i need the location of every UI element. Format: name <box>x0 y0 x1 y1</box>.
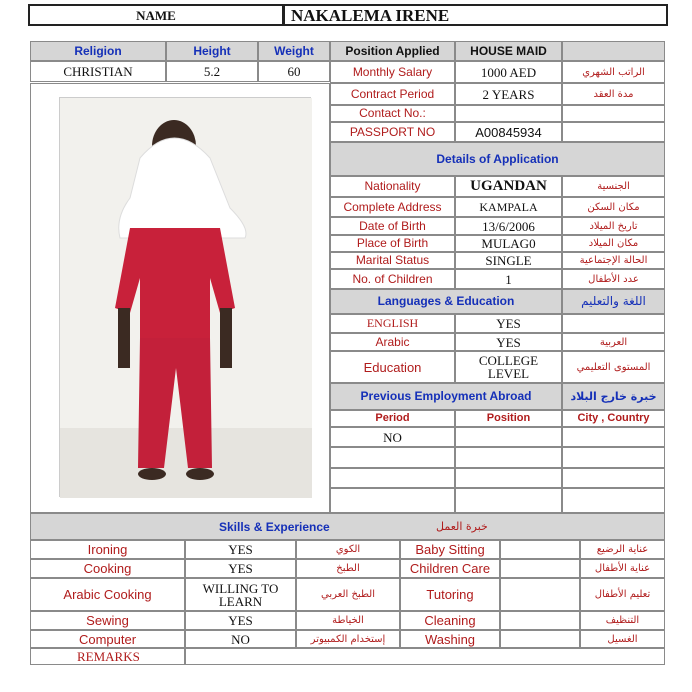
salary-value: 1000 AED <box>455 61 562 83</box>
employment-cell <box>562 468 665 488</box>
skill-sewing-label: Sewing <box>30 611 185 630</box>
skill-ironing-label: Ironing <box>30 540 185 559</box>
weight-value: 60 <box>258 61 330 82</box>
marital-ar: الحالة الإجتماعية <box>562 252 665 269</box>
skill-cooking-ar: الطبخ <box>296 559 400 578</box>
contact-label: Contact No.: <box>330 105 455 122</box>
weight-header: Weight <box>258 41 330 61</box>
skill-babysitting-ar: عناية الرضيع <box>580 540 665 559</box>
skill-arabiccooking-ar: الطبخ العربي <box>296 578 400 611</box>
address-label: Complete Address <box>330 197 455 217</box>
pob-value: MULAG0 <box>455 235 562 252</box>
position-label: Position Applied <box>330 41 455 61</box>
education-label: Education <box>330 351 455 383</box>
position-ar-blank <box>562 41 665 61</box>
education-ar: المستوى التعليمي <box>562 351 665 383</box>
pob-label: Place of Birth <box>330 235 455 252</box>
religion-header: Religion <box>30 41 166 61</box>
skill-cooking-label: Cooking <box>30 559 185 578</box>
children-ar: عدد الأطفال <box>562 269 665 289</box>
skill-computer-value: NO <box>185 630 296 648</box>
salary-label: Monthly Salary <box>330 61 455 83</box>
skill-ironing-value: YES <box>185 540 296 559</box>
languages-title: Languages & Education <box>330 289 562 314</box>
skill-ironing-ar: الكوي <box>296 540 400 559</box>
marital-label: Marital Status <box>330 252 455 269</box>
skill-tutoring-value <box>500 578 580 611</box>
skill-computer-label: Computer <box>30 630 185 648</box>
skill-babysitting-value <box>500 540 580 559</box>
skill-cleaning-ar: التنظيف <box>580 611 665 630</box>
dob-ar: تاريخ الميلاد <box>562 217 665 235</box>
arabic-value: YES <box>455 333 562 351</box>
employment-cell <box>330 488 455 513</box>
nationality-ar: الجنسية <box>562 176 665 197</box>
skill-babysitting-label: Baby Sitting <box>400 540 500 559</box>
employment-period-header: Period <box>330 410 455 427</box>
english-value: YES <box>455 314 562 333</box>
nationality-value: UGANDAN <box>455 176 562 197</box>
skill-arabiccooking-label: Arabic Cooking <box>30 578 185 611</box>
remarks-label: REMARKS <box>30 648 185 665</box>
employment-cell <box>330 447 455 468</box>
address-value: KAMPALA <box>455 197 562 217</box>
employment-cell <box>455 447 562 468</box>
skills-title-ar: خبرة العمل <box>436 520 488 533</box>
skill-washing-ar: الغسيل <box>580 630 665 648</box>
skills-title: Skills & Experience <box>219 520 330 534</box>
employment-title: Previous Employment Abroad <box>330 383 562 410</box>
employment-cell <box>330 468 455 488</box>
address-ar: مكان السكن <box>562 197 665 217</box>
skill-computer-ar: إستخدام الكمبيوتر <box>296 630 400 648</box>
skill-washing-label: Washing <box>400 630 500 648</box>
skill-cleaning-value <box>500 611 580 630</box>
skills-header <box>30 513 665 540</box>
employment-city-header: City , Country <box>562 410 665 427</box>
skill-cooking-value: YES <box>185 559 296 578</box>
marital-value: SINGLE <box>455 252 562 269</box>
salary-ar: الراتب الشهري <box>562 61 665 83</box>
passport-value: A00845934 <box>455 122 562 142</box>
name-label: NAME <box>28 4 284 26</box>
application-title: Details of Application <box>330 142 665 176</box>
height-value: 5.2 <box>166 61 258 82</box>
languages-title-ar: اللغة والتعليم <box>562 289 665 314</box>
education-value: COLLEGE LEVEL <box>455 351 562 383</box>
english-label: ENGLISH <box>330 314 455 333</box>
candidate-photo <box>59 97 311 497</box>
skill-cleaning-label: Cleaning <box>400 611 500 630</box>
passport-label: PASSPORT NO <box>330 122 455 142</box>
contact-value <box>455 105 562 122</box>
employment-cell <box>562 447 665 468</box>
employment-cell <box>455 427 562 447</box>
nationality-label: Nationality <box>330 176 455 197</box>
employment-cell <box>562 427 665 447</box>
employment-period-value: NO <box>330 427 455 447</box>
skill-washing-value <box>500 630 580 648</box>
dob-label: Date of Birth <box>330 217 455 235</box>
english-ar-blank <box>562 314 665 333</box>
period-label: Contract Period <box>330 83 455 105</box>
position-value: HOUSE MAID <box>455 41 562 61</box>
employment-cell <box>455 488 562 513</box>
skill-tutoring-label: Tutoring <box>400 578 500 611</box>
employment-cell <box>455 468 562 488</box>
arabic-label: Arabic <box>330 333 455 351</box>
skill-sewing-ar: الخياطة <box>296 611 400 630</box>
period-ar: مدة العقد <box>562 83 665 105</box>
skill-sewing-value: YES <box>185 611 296 630</box>
employment-cell <box>562 488 665 513</box>
dob-value: 13/6/2006 <box>455 217 562 235</box>
period-value: 2 YEARS <box>455 83 562 105</box>
skill-tutoring-ar: تعليم الأطفال <box>580 578 665 611</box>
employment-title-ar: خبرة خارج البلاد <box>562 383 665 410</box>
skill-arabiccooking-value: WILLING TO LEARN <box>185 578 296 611</box>
height-header: Height <box>166 41 258 61</box>
children-label: No. of Children <box>330 269 455 289</box>
contact-ar-blank <box>562 105 665 122</box>
children-value: 1 <box>455 269 562 289</box>
skill-childrencare-ar: عناية الأطفال <box>580 559 665 578</box>
person-figure-icon <box>60 98 312 498</box>
name-value: NAKALEMA IRENE <box>283 4 668 26</box>
arabic-ar: العربية <box>562 333 665 351</box>
pob-ar: مكان الميلاد <box>562 235 665 252</box>
passport-ar-blank <box>562 122 665 142</box>
skill-childrencare-value <box>500 559 580 578</box>
skill-childrencare-label: Children Care <box>400 559 500 578</box>
employment-position-header: Position <box>455 410 562 427</box>
remarks-value <box>185 648 665 665</box>
religion-value: CHRISTIAN <box>30 61 166 82</box>
